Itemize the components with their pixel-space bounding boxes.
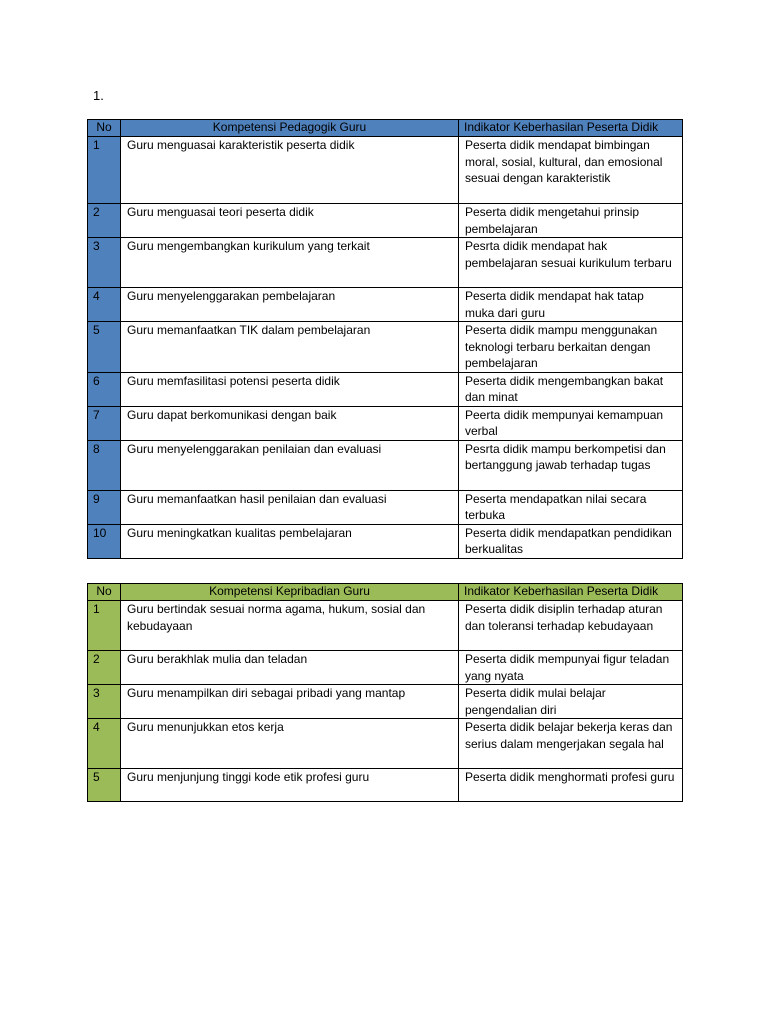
header-kompetensi: Kompetensi Kepribadian Guru xyxy=(121,584,459,601)
cell-indikator: Peserta didik mulai belajar pengendalian diri xyxy=(459,685,683,719)
cell-kompetensi: Guru memanfaatkan TIK dalam pembelajaran xyxy=(121,322,459,373)
table-kompetensi-pedagogik xyxy=(87,119,683,559)
cell-kompetensi: Guru menampilkan diri sebagai pribadi yang mantap xyxy=(121,685,459,719)
cell-no: 8 xyxy=(88,440,121,490)
cell-kompetensi: Guru menyelenggarakan pembelajaran xyxy=(121,288,459,322)
cell-indikator: Peserta didik mampu menggunakan teknologi terbaru berkaitan dengan pembelajaran xyxy=(459,322,683,373)
cell-indikator: Peserta didik menghormati profesi guru xyxy=(459,769,683,802)
cell-kompetensi: Guru menyelenggarakan penilaian dan evaluasi xyxy=(121,440,459,490)
table-row xyxy=(88,204,683,238)
cell-indikator: Peserta didik disiplin terhadap aturan dan toleransi terhadap kebudayaan xyxy=(459,601,683,651)
cell-kompetensi: Guru bertindak sesuai norma agama, hukum, sosial dan kebudayaan xyxy=(121,601,459,651)
cell-indikator: Peserta didik mendapat hak tatap muka dari guru xyxy=(459,288,683,322)
cell-kompetensi: Guru menguasai teori peserta didik xyxy=(121,204,459,238)
cell-indikator: Pesrta didik mampu berkompetisi dan bertanggung jawab terhadap tugas xyxy=(459,440,683,490)
cell-indikator: Pesrta didik mendapat hak pembelajaran sesuai kurikulum terbaru xyxy=(459,238,683,288)
cell-indikator: Peserta didik mendapat bimbingan moral, sosial, kultural, dan emosional sesuai dengan karakteristik xyxy=(459,137,683,204)
cell-kompetensi: Guru dapat berkomunikasi dengan baik xyxy=(121,406,459,440)
cell-no: 5 xyxy=(88,322,121,373)
table-row xyxy=(88,288,683,322)
cell-no: 5 xyxy=(88,769,121,802)
cell-no: 2 xyxy=(88,204,121,238)
cell-indikator: Peserta didik mendapatkan pendidikan berkualitas xyxy=(459,524,683,558)
header-kompetensi: Kompetensi Pedagogik Guru xyxy=(121,120,459,137)
table-row xyxy=(88,524,683,558)
cell-no: 7 xyxy=(88,406,121,440)
cell-no: 3 xyxy=(88,238,121,288)
cell-kompetensi: Guru memanfaatkan hasil penilaian dan evaluasi xyxy=(121,490,459,524)
table-row xyxy=(88,490,683,524)
table-row xyxy=(88,238,683,288)
cell-kompetensi: Guru meningkatkan kualitas pembelajaran xyxy=(121,524,459,558)
cell-kompetensi: Guru memfasilitasi potensi peserta didik xyxy=(121,372,459,406)
table-header-row xyxy=(88,584,683,601)
cell-no: 1 xyxy=(88,601,121,651)
cell-kompetensi: Guru mengembangkan kurikulum yang terkait xyxy=(121,238,459,288)
cell-no: 4 xyxy=(88,288,121,322)
cell-indikator: Peserta didik mengembangkan bakat dan minat xyxy=(459,372,683,406)
table-row xyxy=(88,685,683,719)
table-row xyxy=(88,137,683,204)
cell-indikator: Peserta didik mengetahui prinsip pembelajaran xyxy=(459,204,683,238)
cell-no: 9 xyxy=(88,490,121,524)
table-row xyxy=(88,406,683,440)
cell-no: 1 xyxy=(88,137,121,204)
header-no: No xyxy=(88,120,121,137)
table-row xyxy=(88,322,683,373)
cell-no: 2 xyxy=(88,651,121,685)
cell-kompetensi: Guru menunjukkan etos kerja xyxy=(121,719,459,769)
table-header-row xyxy=(88,120,683,137)
cell-kompetensi: Guru menjunjung tinggi kode etik profesi guru xyxy=(121,769,459,802)
header-no: No xyxy=(88,584,121,601)
table-row xyxy=(88,769,683,802)
table-row xyxy=(88,651,683,685)
table-kompetensi-kepribadian xyxy=(87,583,683,802)
header-indikator: Indikator Keberhasilan Peserta Didik xyxy=(459,120,683,137)
cell-indikator: Peerta didik mempunyai kemampuan verbal xyxy=(459,406,683,440)
table-row xyxy=(88,372,683,406)
cell-no: 10 xyxy=(88,524,121,558)
cell-no: 6 xyxy=(88,372,121,406)
cell-indikator: Peserta didik belajar bekerja keras dan serius dalam mengerjakan segala hal xyxy=(459,719,683,769)
cell-indikator: Peserta didik mempunyai figur teladan yang nyata xyxy=(459,651,683,685)
table-row xyxy=(88,440,683,490)
cell-kompetensi: Guru menguasai karakteristik peserta didik xyxy=(121,137,459,204)
cell-indikator: Peserta mendapatkan nilai secara terbuka xyxy=(459,490,683,524)
table-row xyxy=(88,719,683,769)
header-indikator: Indikator Keberhasilan Peserta Didik xyxy=(459,584,683,601)
cell-kompetensi: Guru berakhlak mulia dan teladan xyxy=(121,651,459,685)
cell-no: 4 xyxy=(88,719,121,769)
list-number: 1. xyxy=(93,88,104,103)
table-row xyxy=(88,601,683,651)
cell-no: 3 xyxy=(88,685,121,719)
